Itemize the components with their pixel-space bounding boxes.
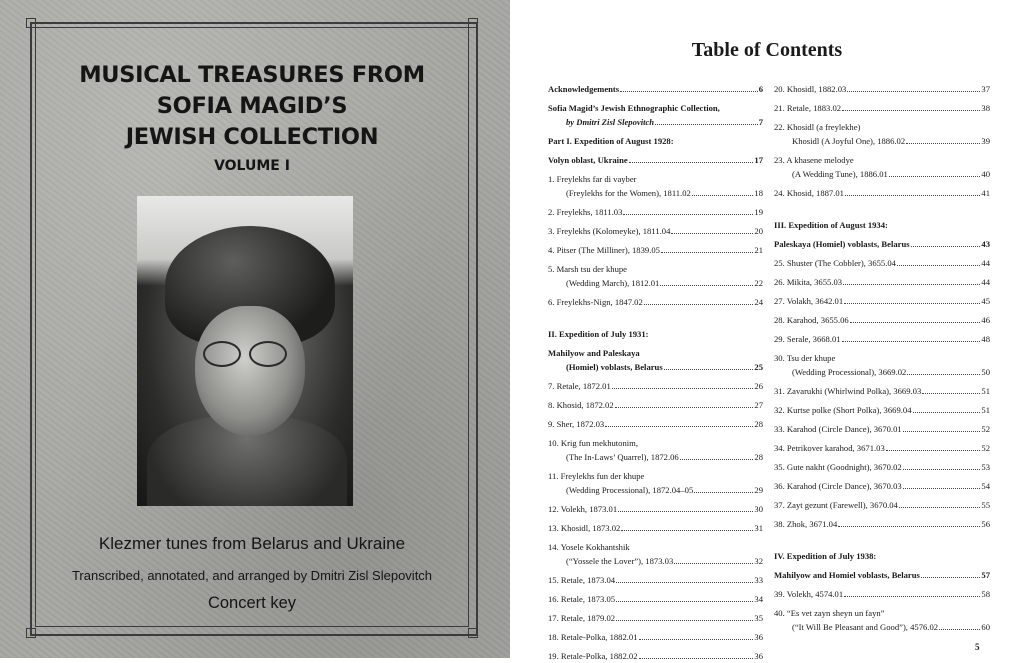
toc-page-number: 19 [754, 207, 763, 217]
toc-entry[interactable] [774, 422, 990, 436]
toc-dot-leader [903, 469, 981, 470]
toc-entry[interactable] [548, 379, 763, 393]
cover-volume: VOLUME I [214, 158, 290, 174]
toc-page-number: 6 [758, 84, 763, 94]
toc-page-number: 22 [754, 278, 763, 288]
toc-page-number: 39 [981, 136, 990, 146]
toc-entry[interactable] [774, 82, 990, 96]
toc-dot-leader [618, 511, 753, 512]
toc-entry-title: 23. A khasene melodye [774, 155, 854, 165]
toc-entry-title: 3. Freylekhs (Kolomeyke), 1811.04 [548, 226, 671, 236]
toc-page-number: 36 [754, 632, 763, 642]
toc-dot-leader [844, 303, 980, 304]
toc-page-number: 35 [754, 613, 763, 623]
toc-entry-title: 7. Retale, 1872.01 [548, 381, 611, 391]
portrait-photo [137, 196, 353, 506]
toc-entry-title: 37. Zayt gezunt (Farewell), 3670.04 [774, 500, 898, 510]
toc-entry[interactable] [774, 441, 990, 455]
toc-entry[interactable] [548, 262, 763, 290]
toc-page-number: 26 [754, 381, 763, 391]
toc-entry-title: 17. Retale, 1879.02 [548, 613, 616, 623]
toc-entry[interactable] [548, 327, 763, 341]
toc-entry[interactable] [548, 611, 763, 625]
toc-entry[interactable] [774, 517, 990, 531]
toc-entry[interactable] [548, 295, 763, 309]
toc-dot-leader [899, 507, 981, 508]
toc-entry-title: 16. Retale, 1873.05 [548, 594, 616, 604]
toc-dot-leader [842, 110, 980, 111]
toc-entry[interactable] [774, 186, 990, 200]
toc-entry[interactable] [548, 540, 763, 568]
toc-page-number: 48 [981, 334, 990, 344]
toc-dot-leader [847, 91, 980, 92]
toc-entry[interactable] [548, 82, 763, 96]
toc-entry-title: 34. Petrikover karahod, 3671.03 [774, 443, 885, 453]
toc-dot-leader [842, 341, 981, 342]
toc-entry-title: (“It Will Be Pleasant and Good”), 4576.02 [792, 622, 939, 632]
toc-entry[interactable] [548, 101, 763, 129]
toc-dot-leader [939, 629, 980, 630]
toc-entry[interactable] [774, 218, 990, 232]
toc-entry[interactable] [548, 630, 763, 644]
toc-spacer [774, 531, 990, 549]
toc-entry-title: 22. Khosidl (a freylekhe) [774, 122, 861, 132]
toc-entry-title: 26. Mikita, 3655.03 [774, 277, 843, 287]
toc-entry[interactable] [548, 172, 763, 200]
toc-entry-title: 21. Retale, 1883.02 [774, 103, 842, 113]
toc-dot-leader [664, 369, 754, 370]
toc-page-number: 38 [981, 103, 990, 113]
frame-corner-ornament [468, 628, 478, 638]
toc-entry[interactable] [774, 498, 990, 512]
toc-dot-leader [623, 214, 753, 215]
toc-entry[interactable] [774, 568, 990, 582]
toc-entry-title: 27. Volakh, 3642.01 [774, 296, 844, 306]
toc-entry-title: Part I. Expedition of August 1928: [548, 136, 674, 146]
toc-dot-leader [674, 563, 753, 564]
toc-dot-leader [680, 459, 754, 460]
toc-spacer [548, 309, 763, 327]
toc-page-number: 31 [754, 523, 763, 533]
page-number: 5 [975, 642, 980, 652]
cover-title-line: MUSICAL TREASURES FROM [79, 62, 425, 88]
toc-page-number: 55 [981, 500, 990, 510]
toc-entry-title: Mahilyow and Paleskaya [548, 348, 640, 358]
toc-page-number: 54 [981, 481, 990, 491]
toc-entry-title: 32. Kurtse polke (Short Polka), 3669.04 [774, 405, 912, 415]
toc-entry[interactable] [548, 469, 763, 497]
cover-key: Concert key [207, 594, 297, 612]
toc-entry[interactable] [548, 153, 763, 167]
toc-entry[interactable] [774, 275, 990, 289]
toc-entry-title: Acknowledgements [548, 84, 620, 94]
toc-dot-leader [903, 431, 981, 432]
toc-dot-leader [616, 582, 753, 583]
toc-page-number: 40 [981, 169, 990, 179]
toc-entry[interactable] [548, 592, 763, 606]
toc-entry-title: III. Expedition of August 1934: [774, 220, 888, 230]
toc-entry[interactable] [774, 587, 990, 601]
toc-entry[interactable] [774, 294, 990, 308]
toc-dot-leader [692, 195, 754, 196]
toc-entry-title: (“Yossele the Lover”), 1873.03 [566, 556, 674, 566]
toc-entry-title: (A Wedding Tune), 1886.01 [792, 169, 888, 179]
toc-entry-title: 6. Freylekhs-Nign, 1847.02 [548, 297, 643, 307]
toc-entry[interactable] [774, 332, 990, 346]
toc-dot-leader [644, 304, 754, 305]
toc-dot-leader [620, 91, 758, 92]
toc-entry-title: Volyn oblast, Ukraine [548, 155, 628, 165]
toc-entry-title: 1. Freylekhs far di vayber [548, 174, 637, 184]
toc-entry-title: IV. Expedition of July 1938: [774, 551, 877, 561]
toc-page-number: 58 [981, 589, 990, 599]
toc-dot-leader [844, 596, 980, 597]
toc-entry[interactable] [774, 351, 990, 379]
toc-spacer [774, 200, 990, 218]
toc-entry-title: Mahilyow and Homiel voblasts, Belarus [774, 570, 920, 580]
toc-page-number: 24 [754, 297, 763, 307]
toc-page-number: 44 [981, 277, 990, 287]
frame-corner-ornament [468, 18, 478, 28]
toc-entry-title: 4. Pitser (The Milliner), 1839.05 [548, 245, 660, 255]
cover-subtitle: Klezmer tunes from Belarus and Ukraine [98, 534, 406, 553]
toc-dot-leader [694, 492, 753, 493]
toc-entry-title: 11. Freylekhs fun der khupe [548, 471, 645, 481]
toc-page-number: 36 [754, 651, 763, 661]
toc-dot-leader [845, 195, 980, 196]
toc-entry[interactable] [548, 346, 763, 374]
toc-entry-title: 5. Marsh tsu der khupe [548, 264, 628, 274]
toc-page-number: 17 [754, 155, 763, 165]
toc-entry-title: 9. Sher, 1872.03 [548, 419, 605, 429]
toc-dot-leader [612, 388, 754, 389]
toc-page-number: 28 [754, 452, 763, 462]
toc-entry[interactable] [774, 153, 990, 181]
toc-page-number: 37 [981, 84, 990, 94]
toc-dot-leader [897, 265, 980, 266]
toc-entry[interactable] [774, 313, 990, 327]
toc-title: Table of Contents [691, 39, 843, 61]
toc-entry[interactable] [548, 134, 763, 148]
toc-dot-leader [907, 374, 980, 375]
toc-page-number: 33 [754, 575, 763, 585]
cover-credit: Transcribed, annotated, and arranged by Dmitri Zisl Slepovitch [71, 568, 433, 583]
toc-entry-title: 30. Tsu der khupe [774, 353, 836, 363]
toc-dot-leader [922, 393, 980, 394]
toc-entry-title: 18. Retale-Polka, 1882.01 [548, 632, 638, 642]
toc-dot-leader [921, 577, 981, 578]
toc-page-number: 25 [754, 362, 763, 372]
toc-entry-title: 20. Khosidl, 1882.03 [774, 84, 847, 94]
toc-page-number: 28 [754, 419, 763, 429]
toc-entry-title: (The In-Laws’ Quarrel), 1872.06 [566, 452, 679, 462]
toc-entry-title: (Wedding Processional), 1872.04–05 [566, 485, 694, 495]
toc-page-number: 41 [981, 188, 990, 198]
toc-page-number: 7 [758, 117, 763, 127]
toc-entry[interactable] [774, 101, 990, 115]
toc-page-number: 57 [981, 570, 990, 580]
toc-dot-leader [889, 176, 981, 177]
toc-entry-title: 39. Volekh, 4574.01 [774, 589, 844, 599]
toc-entry[interactable] [774, 460, 990, 474]
toc-page-number: 52 [981, 443, 990, 453]
toc-entry-title: 2. Freylekhs, 1811.03 [548, 207, 623, 217]
toc-entry-title: 40. “Es vet zayn sheyn un fayn” [774, 608, 885, 618]
toc-page-number: 56 [981, 519, 990, 529]
toc-entry-title: 25. Shuster (The Cobbler), 3655.04 [774, 258, 896, 268]
toc-entry[interactable] [774, 403, 990, 417]
toc-dot-leader [911, 246, 981, 247]
toc-entry-title: (Freylekhs for the Women), 1811.02 [566, 188, 691, 198]
toc-page-number: 18 [754, 188, 763, 198]
toc-entry[interactable] [548, 398, 763, 412]
toc-entry[interactable] [774, 384, 990, 398]
cover-title-line: SOFIA MAGID’S [156, 93, 348, 119]
toc-page-number: 30 [754, 504, 763, 514]
toc-entry-title: (Homiel) voblasts, Belarus [566, 362, 663, 372]
toc-entry[interactable] [548, 243, 763, 257]
toc-entry[interactable] [548, 224, 763, 238]
toc-dot-leader [639, 639, 754, 640]
toc-dot-leader [660, 285, 753, 286]
toc-entry-title: 28. Karahod, 3655.06 [774, 315, 849, 325]
toc-entry[interactable] [774, 606, 990, 634]
toc-entry[interactable] [548, 502, 763, 516]
toc-entry-title: 12. Volekh, 1873.01 [548, 504, 618, 514]
toc-page-number: 29 [754, 485, 763, 495]
toc-page-number: 52 [981, 424, 990, 434]
frame-corner-ornament [26, 628, 36, 638]
toc-entry-title: Khosidl (A Joyful One), 1886.02 [792, 136, 906, 146]
toc-entry-title: 8. Khosid, 1872.02 [548, 400, 614, 410]
toc-page-number: 50 [981, 367, 990, 377]
toc-entry[interactable] [548, 205, 763, 219]
toc-entry[interactable] [548, 417, 763, 431]
toc-entry-title: 36. Karahod (Circle Dance), 3670.03 [774, 481, 902, 491]
toc-page-number: 20 [754, 226, 763, 236]
toc-dot-leader [639, 658, 754, 659]
cover-title-line: JEWISH COLLECTION [125, 124, 379, 150]
toc-entry[interactable] [774, 549, 990, 563]
toc-dot-leader [671, 233, 753, 234]
toc-page-number: 43 [981, 239, 990, 249]
book-cover [0, 0, 510, 658]
toc-entry[interactable] [774, 479, 990, 493]
toc-dot-leader [616, 601, 753, 602]
toc-page-number: 32 [754, 556, 763, 566]
toc-page-number: 60 [981, 622, 990, 632]
toc-page-number: 46 [981, 315, 990, 325]
toc-page-number: 44 [981, 258, 990, 268]
frame-corner-ornament [26, 18, 36, 28]
toc-dot-leader [605, 426, 753, 427]
toc-entry-title: II. Expedition of July 1931: [548, 329, 649, 339]
toc-page-number: 21 [754, 245, 763, 255]
toc-entry-title: 19. Retale-Polka, 1882.02 [548, 651, 638, 661]
toc-entry[interactable] [774, 256, 990, 270]
toc-dot-leader [655, 124, 758, 125]
toc-dot-leader [913, 412, 981, 413]
toc-dot-leader [906, 143, 980, 144]
toc-entry-title: 38. Zhok, 3671.04 [774, 519, 838, 529]
toc-dot-leader [850, 322, 981, 323]
toc-dot-leader [903, 488, 981, 489]
cover-title [40, 60, 464, 153]
toc-page-number: 51 [981, 405, 990, 415]
toc-entry-title: 35. Gute nakht (Goodnight), 3670.02 [774, 462, 902, 472]
toc-entry-title: (Wedding Processional), 3669.02 [792, 367, 907, 377]
toc-page-number: 34 [754, 594, 763, 604]
toc-entry-title: 31. Zavarukhi (Whirlwind Polka), 3669.03 [774, 386, 922, 396]
toc-dot-leader [843, 284, 980, 285]
toc-dot-leader [838, 526, 980, 527]
toc-entry-title: 13. Khosidl, 1873.02 [548, 523, 621, 533]
toc-entry[interactable] [548, 649, 763, 663]
toc-entry[interactable] [548, 436, 763, 464]
toc-dot-leader [615, 407, 754, 408]
toc-page-number: 51 [981, 386, 990, 396]
toc-entry-title: 10. Krig fun mekhutonim, [548, 438, 638, 448]
toc-entry-title: Paleskaya (Homiel) voblasts, Belarus [774, 239, 910, 249]
toc-entry-title: (Wedding March), 1812.01 [566, 278, 660, 288]
toc-dot-leader [621, 530, 753, 531]
toc-entry[interactable] [548, 573, 763, 587]
toc-column-left [548, 82, 763, 663]
toc-dot-leader [886, 450, 981, 451]
toc-entry-title: 24. Khosid, 1887.01 [774, 188, 844, 198]
toc-entry[interactable] [774, 120, 990, 148]
toc-entry[interactable] [548, 521, 763, 535]
toc-dot-leader [661, 252, 753, 253]
toc-page-number: 45 [981, 296, 990, 306]
toc-column-right [774, 82, 990, 634]
toc-entry-title: Sofia Magid’s Jewish Ethnographic Collection, [548, 103, 720, 113]
toc-dot-leader [629, 162, 754, 163]
toc-page-number: 27 [754, 400, 763, 410]
toc-entry-title: 29. Serale, 3668.01 [774, 334, 841, 344]
toc-entry-title: 15. Retale, 1873.04 [548, 575, 616, 585]
toc-entry-title: by Dmitri Zisl Slepovitch [566, 117, 655, 127]
toc-page-number: 53 [981, 462, 990, 472]
toc-entry[interactable] [774, 237, 990, 251]
toc-entry-title: 33. Karahod (Circle Dance), 3670.01 [774, 424, 902, 434]
toc-dot-leader [616, 620, 753, 621]
toc-entry-title: 14. Yosele Kokhantshik [548, 542, 630, 552]
